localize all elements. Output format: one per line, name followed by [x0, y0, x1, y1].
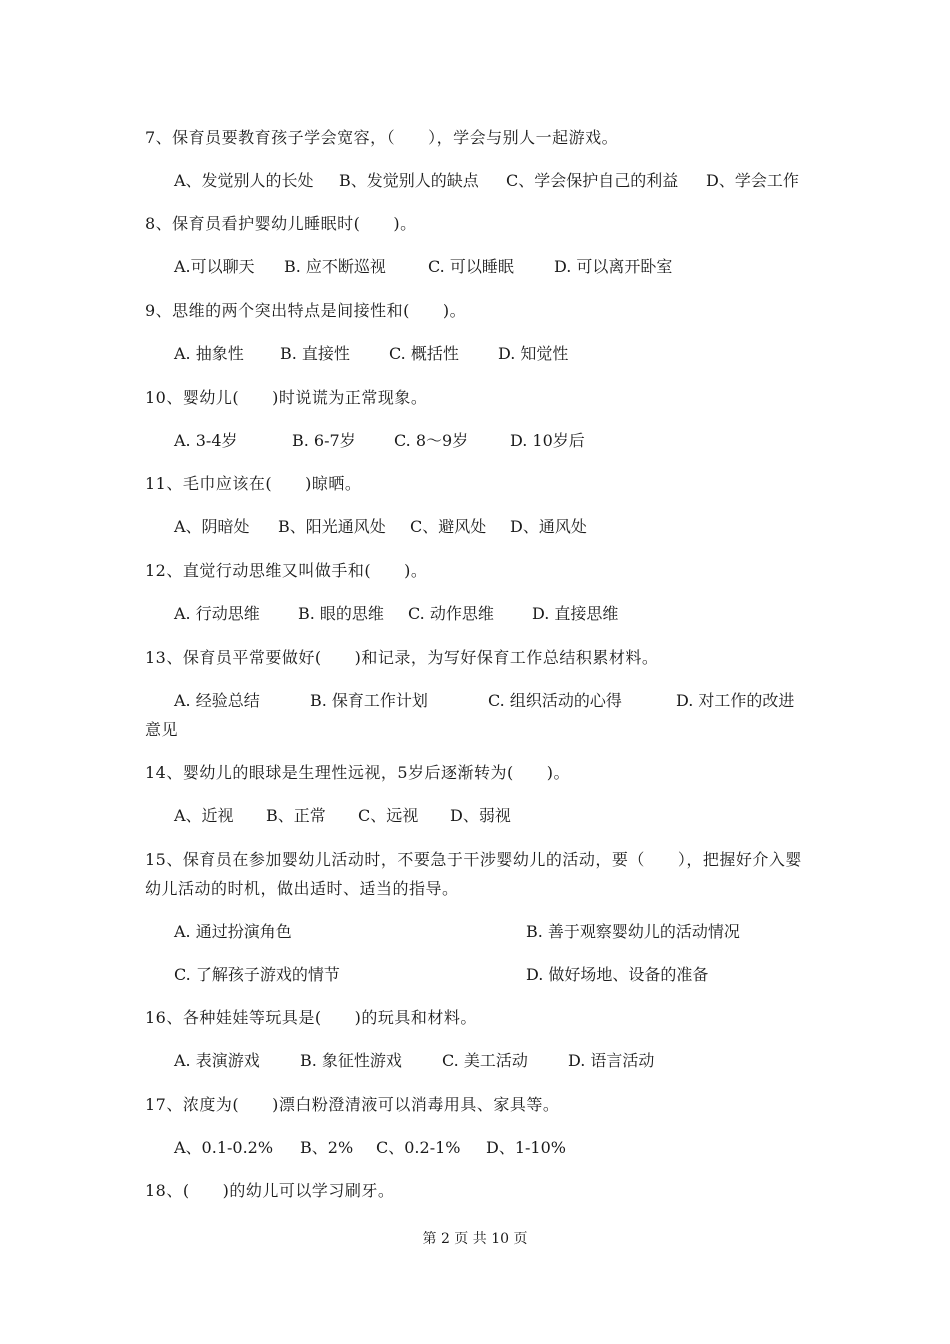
- question-15-stem-line-1: 15、保育员在参加婴幼儿活动时，不要急于干涉婴幼儿的活动，要（ ），把握好介入婴: [145, 850, 802, 869]
- option-b: B、正常: [266, 806, 326, 825]
- option-a: A. 3-4岁: [174, 431, 238, 450]
- option-d: D. 10岁后: [510, 431, 585, 450]
- option-b: B. 直接性: [280, 344, 350, 363]
- option-d: D、通风处: [510, 517, 587, 536]
- question-12-stem: 12、直觉行动思维又叫做手和( )。: [145, 561, 428, 580]
- question-15-options-row-1: [174, 922, 740, 942]
- option-d: D. 知觉性: [498, 344, 569, 363]
- question-11-options: [174, 517, 587, 537]
- page-footer: 第 2 页 共 10 页: [422, 1231, 528, 1247]
- option-c: C. 动作思维: [408, 604, 494, 623]
- option-a: A、近视: [174, 806, 234, 825]
- question-17-options: [174, 1138, 566, 1158]
- option-d: D. 对工作的改进: [676, 691, 795, 710]
- option-a: A.可以聊天: [174, 257, 255, 276]
- question-12-options: [174, 604, 618, 624]
- option-a: A. 抽象性: [174, 344, 244, 363]
- question-7-stem: 7、保育员要教育孩子学会宽容，（ ），学会与别人一起游戏。: [145, 128, 619, 147]
- option-a: A、0.1-0.2%: [174, 1138, 274, 1157]
- option-b: B、发觉别人的缺点: [339, 171, 479, 190]
- option-d: D、弱视: [450, 806, 511, 825]
- option-d: D、学会工作: [706, 171, 799, 190]
- option-a: A. 经验总结: [174, 691, 260, 710]
- option-a: A. 通过扮演角色: [174, 922, 292, 941]
- option-b: B. 应不断巡视: [284, 257, 386, 276]
- option-b: B. 6-7岁: [292, 431, 356, 450]
- question-9-options: [174, 344, 568, 364]
- option-c: C. 组织活动的心得: [488, 691, 622, 710]
- option-b: B. 象征性游戏: [300, 1051, 402, 1070]
- question-8-options: [174, 257, 672, 277]
- question-7-options: [174, 171, 799, 191]
- question-10-options: [174, 431, 585, 451]
- option-c: C、0.2-1%: [376, 1138, 461, 1157]
- option-a: A. 表演游戏: [174, 1051, 260, 1070]
- option-a: A、阴暗处: [174, 517, 250, 536]
- option-b: B. 善于观察婴幼儿的活动情况: [526, 922, 740, 941]
- option-c: C. 概括性: [389, 344, 459, 363]
- option-a: A. 行动思维: [174, 604, 260, 623]
- option-c: C、避风处: [410, 517, 487, 536]
- option-d: D、1-10%: [486, 1138, 566, 1157]
- option-d: D. 可以离开卧室: [554, 257, 673, 276]
- question-15-stem-line-2: 幼儿活动的时机，做出适时、适当的指导。: [145, 879, 459, 898]
- question-14-options: [174, 806, 511, 826]
- question-10-stem: 10、婴幼儿( )时说谎为正常现象。: [145, 388, 428, 407]
- option-a: A、发觉别人的长处: [174, 171, 314, 190]
- option-b: B. 眼的思维: [298, 604, 384, 623]
- option-b: B、2%: [300, 1138, 354, 1157]
- option-b: B. 保育工作计划: [310, 691, 428, 710]
- question-11-stem: 11、毛巾应该在( )晾晒。: [145, 474, 362, 493]
- question-15-options-row-2: [174, 965, 708, 985]
- option-c: C. 美工活动: [442, 1051, 528, 1070]
- question-13-options: [174, 691, 794, 711]
- option-d: D. 语言活动: [568, 1051, 655, 1070]
- question-17-stem: 17、浓度为( )漂白粉澄清液可以消毒用具、家具等。: [145, 1095, 560, 1114]
- option-c: C、学会保护自己的利益: [506, 171, 679, 190]
- question-14-stem: 14、婴幼儿的眼球是生理性远视，5岁后逐渐转为( )。: [145, 763, 571, 782]
- question-18-stem: 18、( )的幼儿可以学习刷牙。: [145, 1181, 395, 1200]
- option-c: C. 可以睡眠: [428, 257, 514, 276]
- question-16-options: [174, 1051, 654, 1071]
- question-13-continuation: 意见: [145, 720, 179, 739]
- option-c: C. 8～9岁: [394, 431, 469, 450]
- option-c: C、远视: [358, 806, 419, 825]
- question-9-stem: 9、思维的两个突出特点是间接性和( )。: [145, 301, 467, 320]
- option-d: D. 做好场地、设备的准备: [526, 965, 709, 984]
- question-13-stem: 13、保育员平常要做好( )和记录，为写好保育工作总结积累材料。: [145, 648, 659, 667]
- question-16-stem: 16、各种娃娃等玩具是( )的玩具和材料。: [145, 1008, 477, 1027]
- question-8-stem: 8、保育员看护婴幼儿睡眠时( )。: [145, 214, 417, 233]
- option-b: B、阳光通风处: [278, 517, 386, 536]
- option-d: D. 直接思维: [532, 604, 619, 623]
- option-c: C. 了解孩子游戏的情节: [174, 965, 340, 984]
